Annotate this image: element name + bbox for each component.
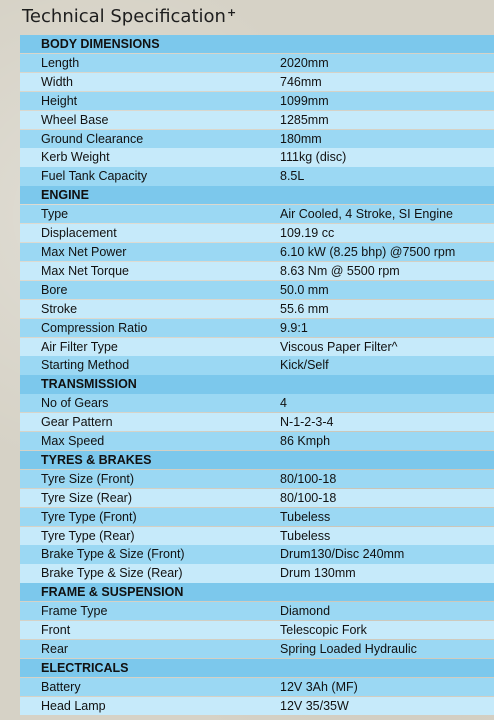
spec-label: Fuel Tank Capacity — [41, 169, 148, 184]
spec-value: 9.9:1 — [280, 320, 308, 335]
spec-value: 2020mm — [280, 55, 329, 70]
spec-row — [20, 300, 494, 318]
spec-label: Stroke — [41, 301, 78, 316]
spec-label: Max Net Power — [41, 244, 127, 259]
spec-label: Brake Type & Size (Rear) — [41, 566, 183, 581]
spec-row — [20, 73, 494, 91]
spec-row — [20, 678, 494, 696]
spec-value: Kick/Self — [280, 358, 329, 373]
title-mark: + — [226, 6, 237, 19]
spec-label: Front — [41, 623, 71, 638]
spec-row — [20, 319, 494, 337]
spec-label: Gear Pattern — [41, 415, 113, 430]
spec-label: No of Gears — [41, 396, 109, 411]
section-heading-label: BODY DIMENSIONS — [41, 37, 160, 51]
spec-value: 8.5L — [280, 169, 305, 184]
spec-value: Drum 130mm — [280, 566, 356, 581]
spec-row — [20, 262, 494, 280]
spec-value: N-1-2-3-4 — [280, 415, 334, 430]
spec-value: 80/100-18 — [280, 471, 337, 486]
spec-row — [20, 621, 494, 639]
spec-row — [20, 356, 494, 374]
section-heading — [20, 375, 494, 393]
spec-row — [20, 697, 494, 715]
section-heading — [20, 186, 494, 204]
spec-value: 55.6 mm — [280, 301, 329, 316]
spec-label: Length — [41, 55, 80, 70]
spec-label: Head Lamp — [41, 698, 106, 713]
spec-row — [20, 167, 494, 185]
spec-value: Telescopic Fork — [280, 623, 367, 638]
spec-value: Diamond — [280, 604, 331, 619]
section-heading — [20, 583, 494, 601]
spec-value: 12V 35/35W — [280, 698, 349, 713]
spec-label: Max Speed — [41, 434, 105, 449]
spec-label: Brake Type & Size (Front) — [41, 547, 185, 562]
section-heading-label: ELECTRICALS — [41, 660, 129, 675]
spec-value: 8.63 Nm @ 5500 rpm — [280, 263, 400, 278]
spec-row — [20, 92, 494, 110]
spec-value: 109.19 cc — [280, 226, 335, 241]
spec-label: Ground Clearance — [41, 131, 144, 146]
spec-label: Width — [41, 74, 73, 89]
spec-table — [20, 35, 494, 716]
spec-row — [20, 281, 494, 299]
spec-value: 1099mm — [280, 93, 329, 108]
spec-label: Kerb Weight — [41, 150, 110, 165]
spec-value: Viscous Paper Filter^ — [280, 339, 398, 354]
spec-value: 12V 3Ah (MF) — [280, 679, 358, 694]
spec-label: Wheel Base — [41, 112, 109, 127]
page-title — [22, 6, 236, 32]
section-heading — [20, 35, 494, 53]
spec-value: 180mm — [280, 131, 322, 146]
section-heading-label: FRAME & SUSPENSION — [41, 585, 184, 600]
spec-value: Drum130/Disc 240mm — [280, 547, 405, 562]
spec-label: Type — [41, 207, 69, 222]
spec-row — [20, 148, 494, 166]
spec-row — [20, 224, 494, 242]
section-heading-label: ENGINE — [41, 188, 89, 203]
spec-row — [20, 413, 494, 431]
spec-row — [20, 508, 494, 526]
spec-row — [20, 394, 494, 412]
section-heading — [20, 451, 494, 469]
spec-label: Starting Method — [41, 358, 130, 373]
spec-value: 746mm — [280, 74, 322, 89]
spec-label: Battery — [41, 679, 81, 694]
spec-row — [20, 527, 494, 545]
spec-value: Spring Loaded Hydraulic — [280, 642, 417, 656]
spec-label: Tyre Size (Rear) — [41, 490, 132, 505]
section-heading-label: TRANSMISSION — [41, 377, 137, 392]
spec-label: Compression Ratio — [41, 320, 148, 335]
spec-row — [20, 602, 494, 620]
spec-label: Max Net Torque — [41, 263, 130, 278]
spec-label: Tyre Type (Front) — [41, 509, 137, 524]
spec-value: 4 — [280, 396, 287, 411]
spec-row — [20, 54, 494, 72]
spec-label: Rear — [41, 642, 69, 656]
spec-row — [20, 432, 494, 450]
spec-value: 1285mm — [280, 112, 329, 127]
spec-row — [20, 470, 494, 488]
spec-label: Frame Type — [41, 604, 108, 619]
spec-row — [20, 130, 494, 148]
spec-row — [20, 338, 494, 356]
spec-label: Displacement — [41, 226, 117, 241]
spec-row — [20, 564, 494, 582]
spec-value: 6.10 kW (8.25 bhp) @7500 rpm — [280, 244, 456, 259]
spec-row — [20, 111, 494, 129]
title-text: Technical Specification — [22, 6, 226, 27]
spec-value: 50.0 mm — [280, 282, 329, 297]
spec-value: 86 Kmph — [280, 434, 331, 449]
spec-value: Tubeless — [280, 528, 331, 543]
spec-label: Tyre Size (Front) — [41, 471, 135, 486]
spec-row — [20, 545, 494, 563]
spec-value: Tubeless — [280, 509, 331, 524]
spec-value: 111kg (disc) — [280, 150, 347, 165]
spec-label: Bore — [41, 282, 68, 297]
spec-row — [20, 243, 494, 261]
spec-label: Height — [41, 93, 78, 108]
spec-label: Air Filter Type — [41, 339, 118, 354]
spec-row — [20, 205, 494, 223]
spec-label: Tyre Type (Rear) — [41, 528, 135, 543]
spec-row — [20, 640, 494, 658]
spec-value: Air Cooled, 4 Stroke, SI Engine — [280, 207, 454, 222]
spec-value: 80/100-18 — [280, 490, 337, 505]
spec-row — [20, 489, 494, 507]
section-heading — [20, 659, 494, 677]
section-heading-label: TYRES & BRAKES — [41, 452, 152, 467]
